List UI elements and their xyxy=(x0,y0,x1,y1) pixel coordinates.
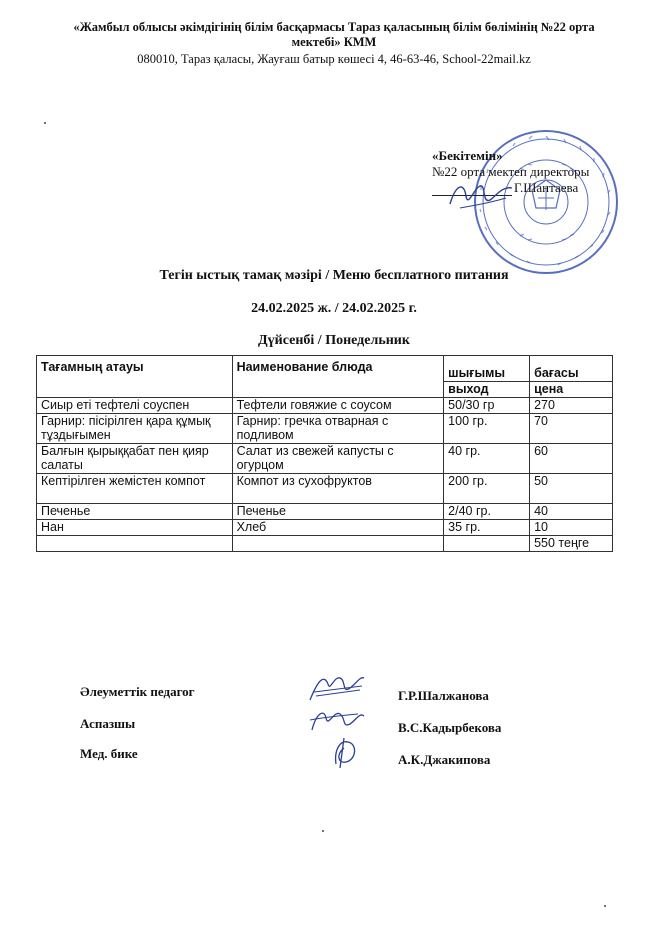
column-header-yield-kz: шығымы xyxy=(444,356,530,382)
column-header-name-kz: Тағамның атауы xyxy=(37,356,233,398)
dish-price: 60 xyxy=(530,444,613,474)
staff-role-nurse: Мед. бике xyxy=(80,746,138,761)
menu-table xyxy=(36,355,613,552)
dish-name-ru: Тефтели говяжие с соусом xyxy=(232,398,444,414)
dish-price: 70 xyxy=(530,414,613,444)
table-row xyxy=(37,444,613,474)
dish-yield: 35 гр. xyxy=(444,520,530,536)
menu-title: Тегін ыстық тамақ мәзірі / Меню бесплатного питания xyxy=(159,268,509,283)
table-row xyxy=(37,504,613,520)
signature-social-pedagogue xyxy=(304,670,368,706)
staff-name-nurse: А.К.Джакипова xyxy=(398,752,491,767)
column-header-price-kz: бағасы xyxy=(530,356,613,382)
dish-name-kz: Печенье xyxy=(37,504,233,520)
scan-speck xyxy=(604,905,606,907)
organization-name-line1: «Жамбыл облысы әкімдігінің білім басқармасы Тараз қаласының білім бөлімінің №22 орта xyxy=(73,20,595,34)
dish-name-ru: Компот из сухофруктов xyxy=(232,474,444,504)
table-row xyxy=(37,520,613,536)
dish-name-ru: Салат из свежей капусты с огурцом xyxy=(232,444,444,474)
table-row xyxy=(37,398,613,414)
scan-speck xyxy=(44,122,46,124)
dish-name-kz: Нан xyxy=(37,520,233,536)
menu-date: 24.02.2025 ж. / 24.02.2025 г. xyxy=(251,301,417,316)
dish-yield: 2/40 гр. xyxy=(444,504,530,520)
table-row xyxy=(37,474,613,504)
table-header-row xyxy=(37,356,613,382)
dish-price: 270 xyxy=(530,398,613,414)
organization-address: 080010, Тараз қаласы, Жауғаш батыр көшесі 4, 46-63-46, School-22mail.kz xyxy=(137,52,531,66)
staff-role-social-pedagogue: Әлеуметтік педагог xyxy=(80,684,195,699)
approval-label: «Бекітемін» xyxy=(432,148,503,163)
approval-director-name: Г.Шантаева xyxy=(514,180,579,195)
menu-total-price: 550 теңге xyxy=(530,536,613,552)
organization-name-line2: мектебі» КММ xyxy=(291,35,377,49)
dish-price: 10 xyxy=(530,520,613,536)
staff-role-cook: Аспазшы xyxy=(80,716,136,731)
dish-price: 40 xyxy=(530,504,613,520)
dish-name-kz: Балғын қырыққабат пен қияр салаты xyxy=(37,444,233,474)
scan-speck xyxy=(322,830,324,832)
column-header-yield-ru: выход xyxy=(444,382,530,398)
dish-yield: 40 гр. xyxy=(444,444,530,474)
organization-name xyxy=(40,20,628,50)
dish-name-ru: Печенье xyxy=(232,504,444,520)
director-signature xyxy=(446,178,516,212)
dish-name-kz: Гарнир: пісірілген қара құмық тұздығымен xyxy=(37,414,233,444)
dish-yield: 200 гр. xyxy=(444,474,530,504)
dish-price: 50 xyxy=(530,474,613,504)
column-header-price-ru: цена xyxy=(530,382,613,398)
table-total-row xyxy=(37,536,613,552)
staff-name-cook: В.С.Кадырбекова xyxy=(398,720,502,735)
signature-cook xyxy=(306,702,368,736)
table-row xyxy=(37,414,613,444)
dish-name-kz: Сиыр еті тефтелі соуспен xyxy=(37,398,233,414)
column-header-name-ru: Наименование блюда xyxy=(232,356,444,398)
dish-name-ru: Гарнир: гречка отварная с подливом xyxy=(232,414,444,444)
approval-position: №22 орта мектеп директоры xyxy=(432,164,590,179)
dish-yield: 100 гр. xyxy=(444,414,530,444)
staff-name-social-pedagogue: Г.Р.Шалжанова xyxy=(398,688,489,703)
dish-name-ru: Хлеб xyxy=(232,520,444,536)
dish-yield: 50/30 гр xyxy=(444,398,530,414)
dish-name-kz: Кептірілген жемістен компот xyxy=(37,474,233,504)
menu-day: Дүйсенбі / Понедельник xyxy=(258,333,410,348)
signature-nurse xyxy=(326,734,366,770)
